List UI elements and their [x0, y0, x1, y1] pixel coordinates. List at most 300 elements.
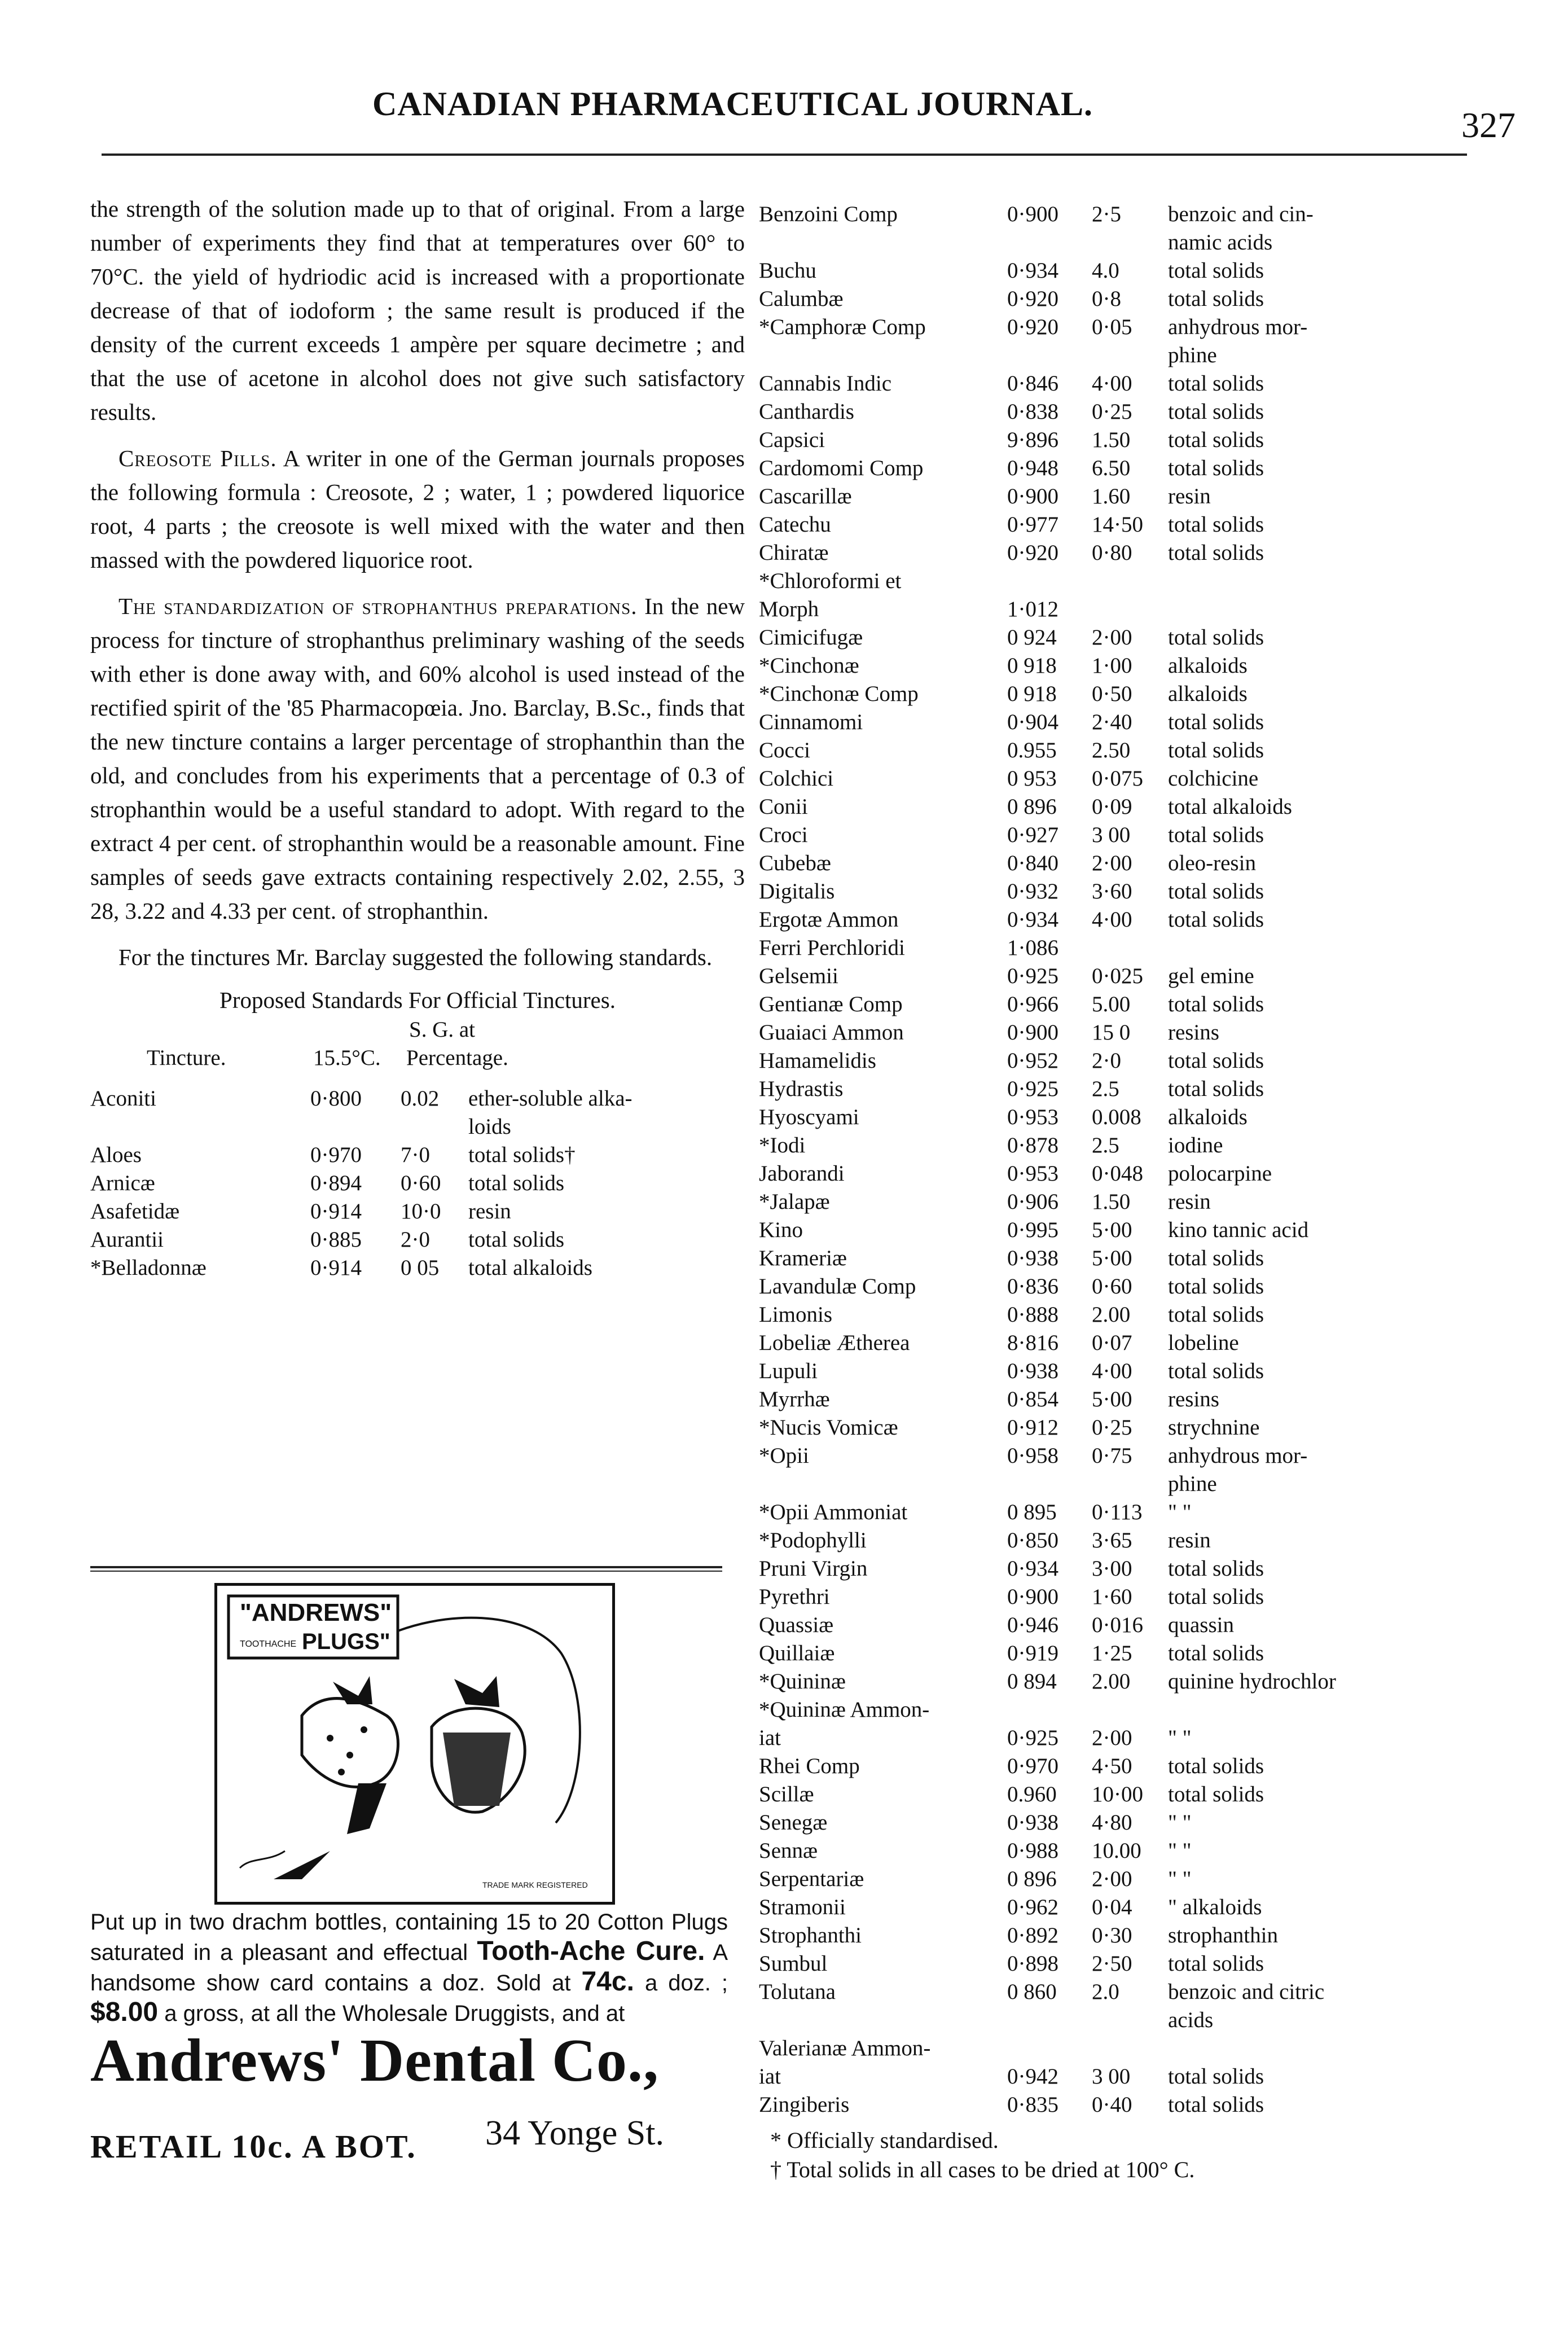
empty-cell [310, 1113, 401, 1141]
standard-remark: total solids [1168, 287, 1264, 311]
percentage: 0·25 [1092, 400, 1132, 424]
standard-remark: total solids [1168, 1274, 1264, 1299]
specific-gravity: 0·846 [1007, 371, 1058, 396]
specific-gravity: 0·988 [1007, 1839, 1058, 1863]
percentage: 0·025 [1092, 964, 1143, 988]
specific-gravity: 0·906 [1007, 1190, 1058, 1214]
standard-remark [1168, 567, 1453, 595]
table-row [90, 1198, 745, 1226]
percentage: 0·016 [1092, 1613, 1143, 1637]
footnote-officially-standardised: * Officially standardised. [770, 2128, 999, 2153]
tincture-name: *Quininæ [759, 1669, 846, 1694]
percentage: 5·00 [1092, 1218, 1132, 1242]
table-row [759, 1583, 1453, 1611]
percentage: 0·07 [1092, 1331, 1132, 1355]
tincture-name: Cimicifugæ [759, 625, 863, 650]
right-bow [454, 1676, 499, 1707]
standard-remark: total solids [468, 1171, 565, 1195]
percentage: 3·00 [1092, 1556, 1132, 1581]
tincture-name: Cocci [759, 738, 810, 762]
empty-cell [759, 341, 1007, 370]
percentage [1092, 934, 1168, 962]
tincture-name: Hydrastis [759, 1077, 844, 1101]
price-per-dozen: 74c. [581, 1967, 634, 1997]
percentage: 2.50 [1092, 738, 1131, 762]
tincture-name: Cubebæ [759, 851, 831, 875]
tincture-name: Myrrhæ [759, 1387, 830, 1411]
specific-gravity: 0·953 [1007, 1105, 1058, 1129]
empty-cell [1007, 229, 1092, 257]
percentage: 2·0 [1092, 1049, 1121, 1073]
caption-part-c: a doz. ; [644, 1971, 728, 1995]
standard-remark: total alkaloids [468, 1256, 592, 1280]
specific-gravity: 8·816 [1007, 1331, 1058, 1355]
tincture-name: Quillaiæ [759, 1641, 835, 1665]
specific-gravity: 0·920 [1007, 287, 1058, 311]
table-row [759, 1442, 1453, 1470]
table-row [759, 1188, 1453, 1216]
specific-gravity [1007, 2034, 1092, 2063]
tincture-name: Cardomomi Comp [759, 456, 924, 480]
empty-cell [90, 1113, 310, 1141]
standard-remark: total solids [468, 1227, 565, 1252]
specific-gravity: 0·952 [1007, 1049, 1058, 1073]
price-per-gross: $8.00 [90, 1997, 159, 2027]
percentage: 0·30 [1092, 1923, 1132, 1948]
standard-remark: total solids [1168, 1754, 1264, 1778]
table-row [759, 567, 1453, 595]
percentage: 0·60 [401, 1171, 441, 1195]
tincture-name: Benzoini Comp [759, 202, 898, 226]
tincture-name: Quassiæ [759, 1613, 834, 1637]
table-row-continuation [90, 1113, 745, 1141]
specific-gravity: 0·958 [1007, 1444, 1058, 1468]
standard-remark: strychnine [1168, 1415, 1260, 1440]
table-row [759, 821, 1453, 849]
specific-gravity: 0 894 [1007, 1669, 1057, 1694]
tincture-name: Aloes [90, 1143, 142, 1167]
tincture-name: Valerianæ Ammon- [759, 2036, 931, 2060]
ground-sketch [274, 1851, 330, 1879]
specific-gravity: 0·898 [1007, 1951, 1058, 1976]
percentage: 10·00 [1092, 1782, 1143, 1806]
tincture-name: Senegæ [759, 1810, 828, 1835]
caption-part-b: A handsome show card contains a doz. Sold at [90, 1940, 728, 1995]
standard-remark: " alkaloids [1168, 1895, 1262, 1919]
table-row [759, 426, 1453, 454]
standard-remark: alkaloids [1168, 682, 1248, 706]
specific-gravity: 0·934 [1007, 1556, 1058, 1581]
percentage: 5·00 [1092, 1246, 1132, 1270]
signature-scribble [240, 1851, 285, 1868]
tincture-name: *Opii [759, 1444, 809, 1468]
specific-gravity: 0·919 [1007, 1641, 1058, 1665]
empty-cell [1007, 1470, 1092, 1498]
standard-remark: polocarpine [1168, 1161, 1272, 1186]
tincture-name: Ferri Perchloridi [759, 936, 905, 960]
table-row [759, 1809, 1453, 1837]
standard-remark: total solids [1168, 823, 1264, 847]
percentage: 1·00 [1092, 654, 1132, 678]
specific-gravity: 0·938 [1007, 1810, 1058, 1835]
specific-gravity: 0·927 [1007, 823, 1058, 847]
specific-gravity: 0·938 [1007, 1359, 1058, 1383]
percentage: 3 00 [1092, 823, 1131, 847]
creosote-text: A writer in one of the German journals proposes the following formula : Creosote, 2 ; water, 1 ; powdered liquorice root, 4 parts ; the creosote is well mixed with the water and then massed with the powdered liquorice root. [90, 445, 745, 573]
tincture-name: Canthardis [759, 400, 854, 424]
specific-gravity: 0·925 [1007, 1726, 1058, 1750]
table-row [759, 1244, 1453, 1273]
percentage: 4·00 [1092, 1359, 1132, 1383]
specific-gravity [1007, 1696, 1092, 1724]
tincture-table-continued [759, 200, 1453, 2119]
tincture-name: *Quininæ Ammon- [759, 1698, 930, 1722]
advert-caption [90, 1907, 728, 2028]
percentage: 6.50 [1092, 456, 1131, 480]
specific-gravity: 0·836 [1007, 1274, 1058, 1299]
table-row [759, 1273, 1453, 1301]
percentage: 2·00 [1092, 1867, 1132, 1891]
specific-gravity: 0·938 [1007, 1246, 1058, 1270]
tincture-name: Pruni Virgin [759, 1556, 868, 1581]
standard-remark: benzoic and citric [1168, 1980, 1325, 2004]
table-row [759, 765, 1453, 793]
table-row [759, 1780, 1453, 1809]
tincture-table [90, 1085, 745, 1282]
tincture-name: Aconiti [90, 1086, 156, 1111]
tincture-name: Limonis [759, 1302, 833, 1327]
tincture-name: Gelsemii [759, 964, 838, 988]
table-row [759, 624, 1453, 652]
specific-gravity: 0·953 [1007, 1161, 1058, 1186]
standard-remark-continued: phine [1168, 1472, 1217, 1496]
standard-remark: resins [1168, 1387, 1219, 1411]
specific-gravity: 0·942 [1007, 2064, 1058, 2089]
specific-gravity: 0·946 [1007, 1613, 1058, 1637]
standard-remark-continued: acids [1168, 2008, 1214, 2032]
percentage: 4·50 [1092, 1754, 1132, 1778]
percentage: 2.00 [1092, 1302, 1131, 1327]
tincture-name: *Jalapæ [759, 1190, 830, 1214]
table-row-continuation [759, 2006, 1453, 2034]
percentage: 1.50 [1092, 428, 1131, 452]
tincture-name: *Belladonnæ [90, 1256, 207, 1280]
standard-remark: " " [1168, 1839, 1192, 1863]
tincture-name: *Nucis Vomicæ [759, 1415, 898, 1440]
standard-remark [1168, 2034, 1453, 2063]
tincture-name: Rhei Comp [759, 1754, 860, 1778]
tincture-name: Cascarillæ [759, 484, 852, 508]
paragraph-strophanthus [90, 589, 745, 928]
tincture-name: Chiratæ [759, 541, 829, 565]
polka-dot [361, 1726, 367, 1733]
table-row-continuation [759, 1470, 1453, 1498]
percentage [1092, 2034, 1168, 2063]
table-row [759, 906, 1453, 934]
sign-text-small: TOOTHACHE [240, 1639, 297, 1649]
table-row [759, 990, 1453, 1019]
standard-remark: gel emine [1168, 964, 1254, 988]
percentage: 1·25 [1092, 1641, 1132, 1665]
percentage: 15 0 [1092, 1020, 1131, 1045]
left-column [90, 192, 745, 1282]
specific-gravity: 0·920 [1007, 541, 1058, 565]
standard-remark [1168, 934, 1453, 962]
tincture-name: Tolutana [759, 1980, 836, 2004]
table-row [759, 680, 1453, 708]
table-caption: Proposed Standards For Official Tinctures. [219, 987, 616, 1013]
table-row [759, 1555, 1453, 1583]
tincture-name: *Camphoræ Comp [759, 315, 926, 339]
table-row-continuation [759, 341, 1453, 370]
tincture-name: Catechu [759, 512, 831, 537]
tincture-name: Cinnamomi [759, 710, 863, 734]
table-row [759, 1865, 1453, 1893]
percentage: 4·00 [1092, 907, 1132, 932]
standard-remark: total solids [1168, 1049, 1264, 1073]
standard-remark: total solids [1168, 456, 1264, 480]
specific-gravity: 0·932 [1007, 879, 1058, 904]
standard-remark: resin [468, 1199, 511, 1223]
specific-gravity: 0·995 [1007, 1218, 1058, 1242]
standard-remark: total solids [1168, 1951, 1264, 1976]
specific-gravity: 9·896 [1007, 428, 1058, 452]
tincture-name: Serpentariæ [759, 1867, 864, 1891]
empty-cell [759, 1470, 1007, 1498]
standard-remark: total solids [1168, 879, 1264, 904]
table-row [759, 1668, 1453, 1696]
table-row [759, 793, 1453, 821]
polka-dot [327, 1735, 333, 1742]
tincture-name: Pyrethri [759, 1585, 830, 1609]
specific-gravity: 0·912 [1007, 1415, 1058, 1440]
polka-dot [338, 1769, 345, 1775]
table-row [759, 1696, 1453, 1724]
standard-remark: resin [1168, 1190, 1211, 1214]
empty-cell [759, 229, 1007, 257]
percentage: 0·05 [1092, 315, 1132, 339]
specific-gravity [1007, 567, 1092, 595]
percentage: 0·04 [1092, 1895, 1132, 1919]
tincture-name: Stramonii [759, 1895, 846, 1919]
sign-text-plugs: PLUGS" [302, 1629, 390, 1654]
paragraph-hydriodic: the strength of the solution made up to that of original. From a large number of experiments they find that at temperatures over 60° to 70°C. the yield of hydriodic acid is increased with a proportionate decrease of that of iodoform ; the same result is produced if the density of the current exceeds 1 ampère per square decimetre ; and that the use of acetone in alcohol does not give such satisfactory results. [90, 196, 745, 425]
tincture-name: Krameriæ [759, 1246, 847, 1270]
specific-gravity: 0 896 [1007, 1867, 1057, 1891]
percentage: 2·00 [1092, 625, 1132, 650]
table-row [759, 1131, 1453, 1160]
toothache-cartoon [217, 1586, 612, 1902]
specific-gravity: 0·854 [1007, 1387, 1058, 1411]
standard-remark: " " [1168, 1867, 1192, 1891]
percentage: 2·00 [1092, 851, 1132, 875]
paragraph-standards: For the tinctures Mr. Barclay suggested the following standards. [118, 944, 713, 970]
percentage: 0·25 [1092, 1415, 1132, 1440]
standard-remark: anhydrous mor- [1168, 315, 1308, 339]
tincture-name: Conii [759, 795, 808, 819]
creosote-heading: Creosote Pills. [118, 445, 277, 471]
tincture-name: *Cinchonæ Comp [759, 682, 919, 706]
percentage: 2·00 [1092, 1726, 1132, 1750]
percentage: 1.50 [1092, 1190, 1131, 1214]
standard-remark: total solids [1168, 371, 1264, 396]
standard-remark: total alkaloids [1168, 795, 1292, 819]
table-row [759, 1019, 1453, 1047]
specific-gravity: 0·920 [1007, 315, 1058, 339]
percentage: 0·75 [1092, 1444, 1132, 1468]
percentage [1092, 567, 1168, 595]
percentage: 14·50 [1092, 512, 1143, 537]
tincture-name: Hamamelidis [759, 1049, 876, 1073]
table-row [759, 1329, 1453, 1357]
tincture-name: *Cinchonæ [759, 654, 859, 678]
standard-remark: total solids [1168, 2093, 1264, 2117]
percentage: 0.02 [401, 1086, 440, 1111]
specific-gravity: 0·925 [1007, 964, 1058, 988]
specific-gravity: 0.955 [1007, 738, 1057, 762]
tincture-name: Lavandulæ Comp [759, 1274, 916, 1299]
standard-remark: total solids [1168, 1246, 1264, 1270]
tincture-name: Zingiberis [759, 2093, 850, 2117]
table-row [759, 454, 1453, 483]
percentage: 3 00 [1092, 2064, 1131, 2089]
table-row [90, 1254, 745, 1282]
percentage: 3·65 [1092, 1528, 1132, 1552]
specific-gravity: 0·900 [1007, 484, 1058, 508]
specific-gravity: 0·878 [1007, 1133, 1058, 1157]
percentage: 5·00 [1092, 1387, 1132, 1411]
percentage: 2.5 [1092, 1077, 1119, 1101]
tincture-name: Asafetidæ [90, 1199, 180, 1223]
standard-remark: colchicine [1168, 766, 1259, 791]
standard-remark: " " [1168, 1500, 1192, 1524]
standard-remark: total solids [1168, 428, 1264, 452]
tincture-heading: Tincture. [147, 1046, 226, 1070]
specific-gravity: 0·904 [1007, 710, 1058, 734]
standard-remark: total solids [1168, 710, 1264, 734]
empty-cell [1007, 2006, 1092, 2034]
standard-remark: resin [1168, 1528, 1211, 1552]
specific-gravity: 0·885 [310, 1227, 362, 1252]
empty-cell [1092, 341, 1168, 370]
table-row [759, 1414, 1453, 1442]
table-row [759, 1611, 1453, 1639]
percentage: 0·113 [1092, 1500, 1143, 1524]
standard-remark [1168, 595, 1453, 624]
tincture-name: Colchici [759, 766, 834, 791]
tincture-name: Arnicæ [90, 1171, 155, 1195]
percentage [1092, 595, 1168, 624]
table-row [90, 1085, 745, 1113]
standard-remark: resins [1168, 1020, 1219, 1045]
specific-gravity: 0·800 [310, 1086, 362, 1111]
standard-remark: total solids [1168, 1077, 1264, 1101]
sg-heading-bottom: 15.5°C. [313, 1046, 381, 1070]
table-row [759, 398, 1453, 426]
percentage: 10.00 [1092, 1839, 1141, 1863]
tincture-name: iat [759, 1726, 781, 1750]
caption-part-d: a gross, at all the Wholesale Druggists, and at [164, 2001, 625, 2026]
percentage: 4·80 [1092, 1810, 1132, 1835]
tincture-name: Capsici [759, 428, 825, 452]
standard-remark: lobeline [1168, 1331, 1239, 1355]
right-striped-wrap [443, 1733, 511, 1806]
page-number: 327 [1461, 105, 1516, 145]
tincture-name: Scillæ [759, 1782, 814, 1806]
strophanthus-text: In the new process for tincture of strophanthus preliminary washing of the seeds with ether is done away with, and 60% alcohol is used instead of the rectified spirit of the '85 Pharmacopœia. Jno. Barclay, B.Sc., finds that the new tincture contains a larger percentage of strophanthin than the old, and concludes from his experiments that a percentage of 0.3 of strophanthin would be a useful standard to adopt. With regard to the extract 4 per cent. of strophanthin would be a reasonable amount. Fine samples of seeds gave extracts containing respectively 2.02, 2.55, 3 28, 3.22 and 4.33 per cent. of strophanthin. [90, 593, 745, 924]
percentage: 2·40 [1092, 710, 1132, 734]
tincture-name: Sennæ [759, 1839, 818, 1863]
footnote-total-solids: † Total solids in all cases to be dried at 100° C. [770, 2157, 1195, 2182]
percentage: 0·075 [1092, 766, 1143, 791]
percentage: 1.60 [1092, 484, 1131, 508]
header-rule [102, 153, 1467, 156]
percentage: 1·60 [1092, 1585, 1132, 1609]
standard-remark: benzoic and cin- [1168, 202, 1314, 226]
specific-gravity: 0·900 [1007, 202, 1058, 226]
standard-remark: total solids [1168, 400, 1264, 424]
table-row [90, 1226, 745, 1254]
percentage: 7·0 [401, 1143, 430, 1167]
percentage: 0·8 [1092, 287, 1121, 311]
standard-remark: total solids [1168, 1359, 1264, 1383]
standard-remark: total solids [1168, 1782, 1264, 1806]
table-row [759, 1527, 1453, 1555]
specific-gravity: 0 953 [1007, 766, 1057, 791]
table-row [759, 2091, 1453, 2119]
right-column [759, 200, 1453, 2185]
percentage: 0.008 [1092, 1105, 1141, 1129]
percentage: 3·60 [1092, 879, 1132, 904]
specific-gravity: 0·934 [1007, 907, 1058, 932]
standard-remark: total solids [1168, 541, 1264, 565]
specific-gravity: 0·835 [1007, 2093, 1058, 2117]
specific-gravity: 0 896 [1007, 795, 1057, 819]
table-row [759, 652, 1453, 680]
table-row [759, 511, 1453, 539]
percentage: 2·5 [1092, 202, 1121, 226]
percentage: 0·80 [1092, 541, 1132, 565]
percentage [1092, 1696, 1168, 1724]
trademark-text: TRADE MARK REGISTERED [482, 1880, 588, 1889]
table-row [759, 370, 1453, 398]
tincture-name: Strophanthi [759, 1923, 862, 1948]
tincture-name: Buchu [759, 258, 816, 283]
percentage: 2.0 [1092, 1980, 1119, 2004]
specific-gravity: 0·838 [1007, 400, 1058, 424]
table-row [759, 595, 1453, 624]
table-row [759, 849, 1453, 878]
standard-remark: total solids [1168, 738, 1264, 762]
table-row [759, 200, 1453, 229]
table-row [759, 1103, 1453, 1131]
specific-gravity: 0·970 [310, 1143, 362, 1167]
standard-remark: resin [1168, 484, 1211, 508]
table-row [759, 1498, 1453, 1527]
tincture-name: *Opii Ammoniat [759, 1500, 908, 1524]
standard-remark [1168, 1696, 1453, 1724]
percentage: 2.5 [1092, 1133, 1119, 1157]
standard-remark: ether-soluble alka- [468, 1086, 633, 1111]
table-row [759, 313, 1453, 341]
specific-gravity: 0 924 [1007, 625, 1057, 650]
sign-text-andrews: "ANDREWS" [240, 1599, 392, 1626]
standard-remark: total solids [1168, 992, 1264, 1016]
tincture-name: Hyoscyami [759, 1105, 859, 1129]
advert-rule-thin [90, 1571, 722, 1572]
percentage: 4·00 [1092, 371, 1132, 396]
percentage: 0·40 [1092, 2093, 1132, 2117]
